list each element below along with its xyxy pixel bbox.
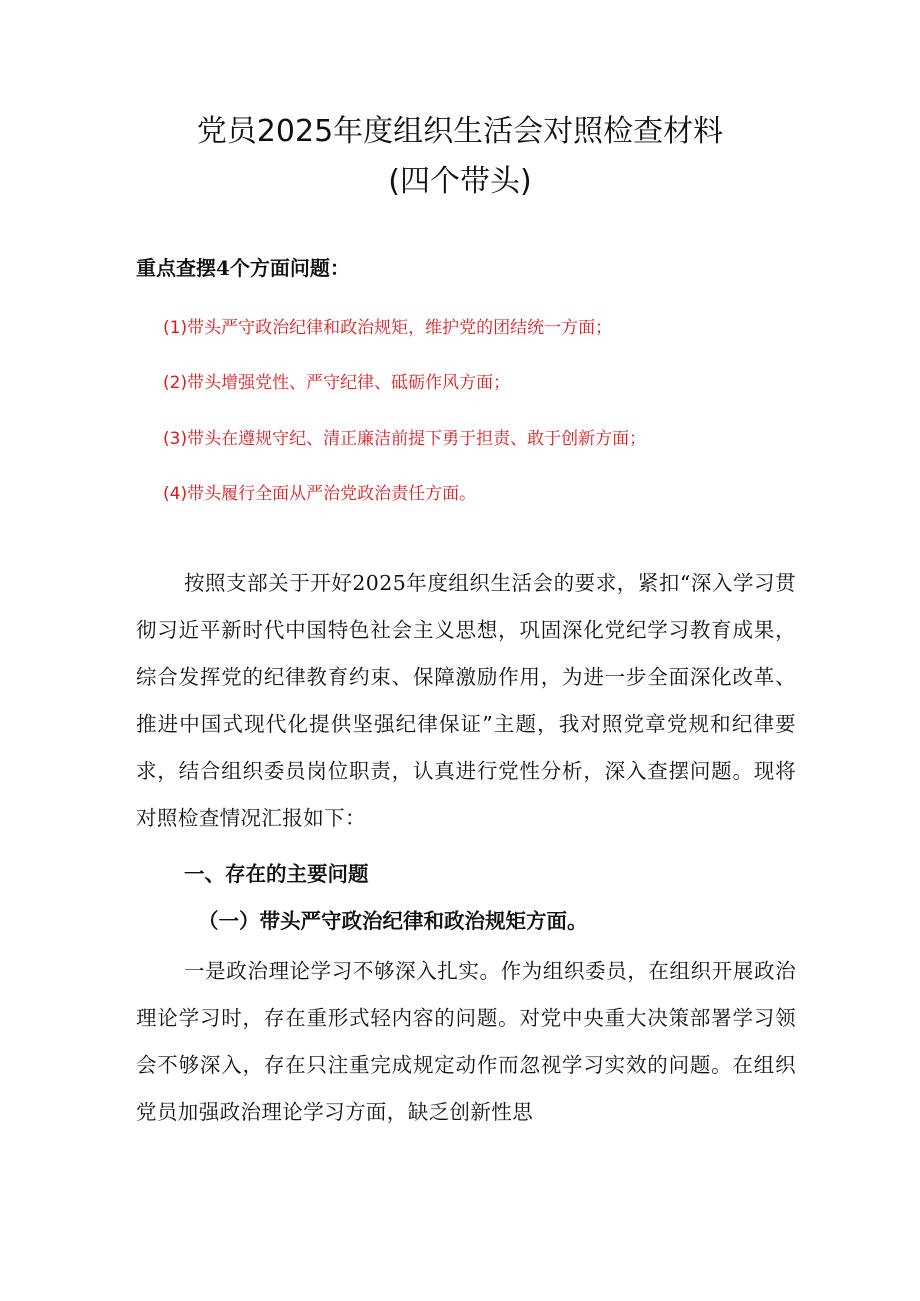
body-paragraph: 一是政治理论学习不够深入扎实。作为组织委员，在组织开展政治理论学习时，存在重形式轻内容的问题。对党中央重大决策部署学习领会不够深入，存在只注重完成规定动作而忽视学习实效的问题。在组织党员加强政治理论学习方面，缺乏创新性思 [136, 959, 796, 1124]
document-subtitle: (四个带头) [388, 164, 532, 199]
document-title: 党员2025年度组织生活会对照检查材料 [196, 114, 724, 149]
focus-item: (4)带头履行全面从严治党政治责任方面。 [163, 484, 477, 504]
section-heading: 一、存在的主要问题 [184, 862, 369, 886]
focus-heading: 重点查摆4个方面问题： [136, 256, 350, 280]
sub-heading: （一）带头严守政治纪律和政治规矩方面。 [198, 909, 588, 933]
focus-item: (3)带头在遵规守纪、清正廉洁前提下勇于担责、敢于创新方面； [163, 429, 647, 449]
focus-item: (2)带头增强党性、严守纪律、砥砺作风方面； [163, 373, 511, 393]
intro-paragraph: 按照支部关于开好2025年度组织生活会的要求，紧扣“深入学习贯彻习近平新时代中国特色社会主义思想，巩固深化党纪学习教育成果，综合发挥党的纪律教育约束、保障激励作用，为进一步全面深化改革、推进中国式现代化提供坚强纪律保证”主题，我对照党章党规和纪律要求，结合组织委员岗位职责，认真进行党性分析，深入查摆问题。现将对照检查情况汇报如下： [136, 571, 796, 830]
focus-item: (1)带头严守政治纪律和政治规矩，维护党的团结统一方面； [163, 318, 613, 338]
